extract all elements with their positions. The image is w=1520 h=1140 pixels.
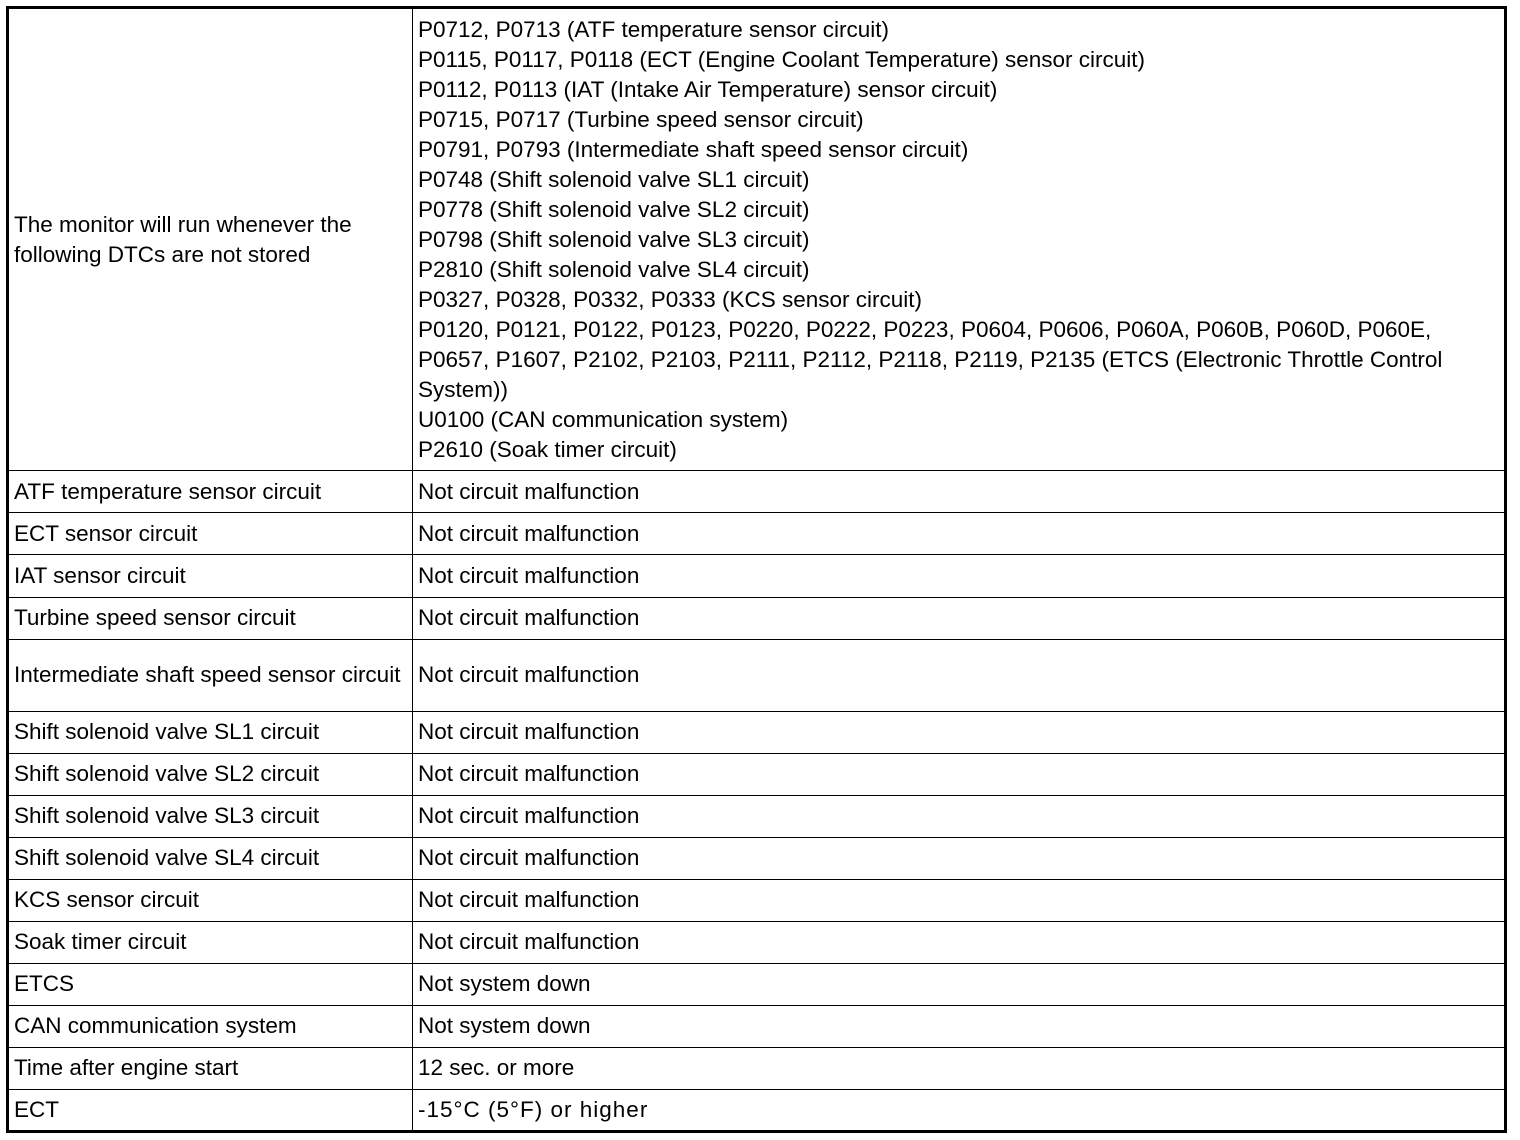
table-row	[8, 879, 1506, 921]
monitor-conditions-document	[6, 6, 1507, 1133]
monitor-conditions-table	[6, 6, 1507, 1133]
item-cell: Intermediate shaft speed sensor circuit	[8, 639, 413, 711]
item-cell: ATF temperature sensor circuit	[8, 471, 413, 513]
condition-cell: Not system down	[413, 1005, 1506, 1047]
table-row	[8, 921, 1506, 963]
condition-cell: Not circuit malfunction	[413, 711, 1506, 753]
dtc-line: P0115, P0117, P0118 (ECT (Engine Coolant Temperature) sensor circuit)	[418, 46, 1146, 72]
item-cell: The monitor will run whenever the following DTCs are not stored	[8, 8, 413, 471]
table-row	[8, 837, 1506, 879]
table-row	[8, 795, 1506, 837]
dtc-line: P0798 (Shift solenoid valve SL3 circuit)	[418, 226, 810, 252]
condition-cell: Not circuit malfunction	[413, 837, 1506, 879]
condition-cell: Not circuit malfunction	[413, 555, 1506, 597]
item-cell: ECT sensor circuit	[8, 513, 413, 555]
dtc-line: P0112, P0113 (IAT (Intake Air Temperature) sensor circuit)	[418, 76, 998, 102]
item-cell: Time after engine start	[8, 1047, 413, 1089]
table-row	[8, 1089, 1506, 1131]
condition-cell: Not circuit malfunction	[413, 471, 1506, 513]
table-row	[8, 555, 1506, 597]
dtc-line: P0120, P0121, P0122, P0123, P0220, P0222, P0223, P0604, P0606, P060A, P060B, P060D, P060E, P0657, P1607, P2102, P2103, P2111, P2112, P2118, P2119, P2135 (ETCS (Electronic Throttle Control System))	[418, 316, 1443, 402]
condition-cell: 12 sec. or more	[413, 1047, 1506, 1089]
condition-cell: Not circuit malfunction	[413, 513, 1506, 555]
item-cell: Shift solenoid valve SL4 circuit	[8, 837, 413, 879]
table-row	[8, 8, 1506, 471]
dtc-line: P0791, P0793 (Intermediate shaft speed sensor circuit)	[418, 136, 969, 162]
table-row	[8, 471, 1506, 513]
item-cell: CAN communication system	[8, 1005, 413, 1047]
dtc-line: P0748 (Shift solenoid valve SL1 circuit)	[418, 166, 810, 192]
dtc-line: P0778 (Shift solenoid valve SL2 circuit)	[418, 196, 810, 222]
item-cell: Shift solenoid valve SL1 circuit	[8, 711, 413, 753]
table-row	[8, 1005, 1506, 1047]
dtc-line: P0715, P0717 (Turbine speed sensor circuit)	[418, 106, 864, 132]
item-cell: Soak timer circuit	[8, 921, 413, 963]
condition-cell: Not circuit malfunction	[413, 639, 1506, 711]
dtc-line: P0327, P0328, P0332, P0333 (KCS sensor circuit)	[418, 286, 923, 312]
dtc-list-cell	[413, 8, 1506, 471]
item-cell: IAT sensor circuit	[8, 555, 413, 597]
condition-cell: Not system down	[413, 963, 1506, 1005]
item-cell: Shift solenoid valve SL2 circuit	[8, 753, 413, 795]
item-cell: Turbine speed sensor circuit	[8, 597, 413, 639]
dtc-line: P0712, P0713 (ATF temperature sensor circuit)	[418, 16, 890, 42]
condition-cell: Not circuit malfunction	[413, 753, 1506, 795]
table-row	[8, 711, 1506, 753]
condition-cell: Not circuit malfunction	[413, 879, 1506, 921]
item-cell: Shift solenoid valve SL3 circuit	[8, 795, 413, 837]
table-row	[8, 963, 1506, 1005]
table-row	[8, 513, 1506, 555]
condition-cell: Not circuit malfunction	[413, 921, 1506, 963]
item-cell: KCS sensor circuit	[8, 879, 413, 921]
dtc-line: P2810 (Shift solenoid valve SL4 circuit)	[418, 256, 810, 282]
item-cell: ECT	[8, 1089, 413, 1131]
dtc-line: P2610 (Soak timer circuit)	[418, 436, 677, 462]
condition-cell: Not circuit malfunction	[413, 597, 1506, 639]
table-row	[8, 597, 1506, 639]
condition-cell: Not circuit malfunction	[413, 795, 1506, 837]
item-cell: ETCS	[8, 963, 413, 1005]
table-row	[8, 639, 1506, 711]
dtc-line: U0100 (CAN communication system)	[418, 406, 789, 432]
table-row	[8, 1047, 1506, 1089]
condition-cell: -15°C (5°F) or higher	[413, 1089, 1506, 1131]
table-row	[8, 753, 1506, 795]
